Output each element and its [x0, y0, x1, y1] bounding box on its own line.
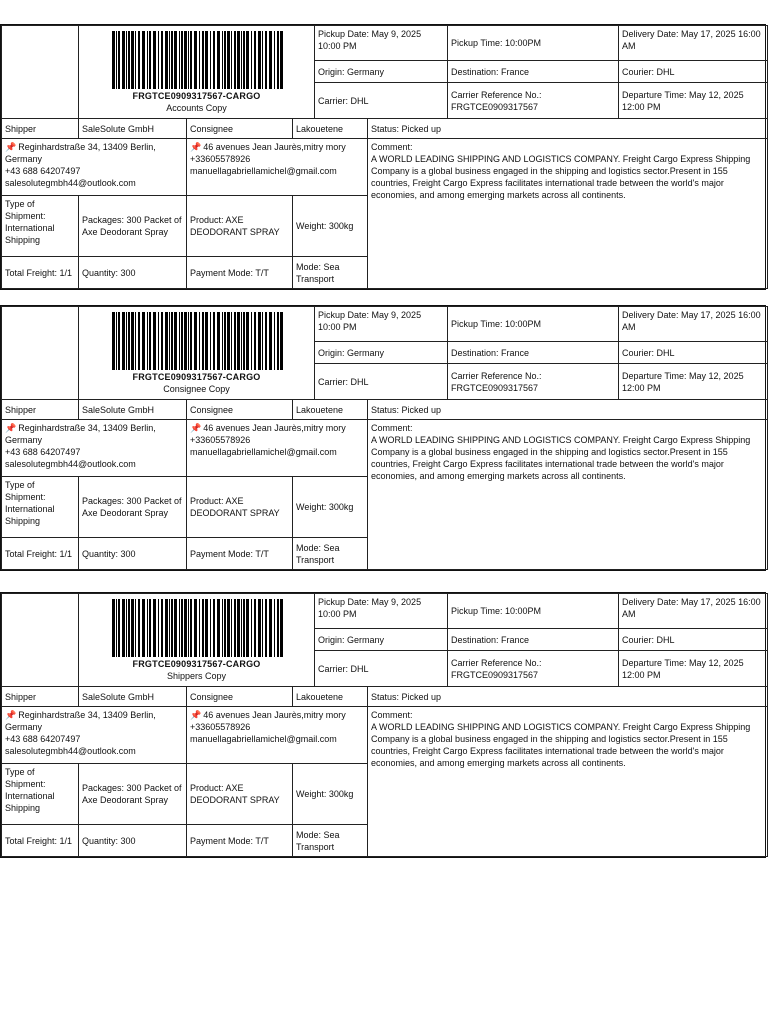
shipper-email: salesolutegmbh44@outlook.com [5, 178, 136, 188]
weight: Weight: 300kg [293, 477, 368, 538]
barcode-bar [224, 312, 226, 370]
comment-block [368, 139, 768, 289]
shipper-phone: +43 688 64207497 [5, 734, 81, 744]
barcode-bar [217, 312, 220, 370]
barcode-bar [269, 312, 272, 370]
barcode-block [79, 307, 315, 400]
barcode-bar [116, 31, 117, 89]
barcode-bar [135, 312, 136, 370]
barcode-bar [243, 31, 245, 89]
barcode-bar [135, 31, 136, 89]
courier: Courier: DHL [619, 342, 768, 364]
pushpin-icon: 📌 [5, 710, 17, 720]
status: Status: Picked up [368, 119, 768, 139]
transport-mode: Mode: Sea Transport [293, 538, 368, 570]
barcode-bar [241, 599, 242, 657]
product: Product: AXE DEODORANT SPRAY [187, 196, 293, 257]
barcode-bar [142, 312, 145, 370]
barcode-bar [199, 31, 200, 89]
consignee-address: 46 avenues Jean Jaurès,mitry mory [203, 423, 346, 433]
carrier: Carrier: DHL [315, 651, 448, 687]
barcode-bar [158, 312, 159, 370]
carrier: Carrier: DHL [315, 83, 448, 119]
barcode-bar [269, 599, 272, 657]
shipper-address: Reginhardstraße 34, 13409 Berlin, Germany [5, 142, 156, 164]
barcode-bar [202, 312, 204, 370]
barcode-bar [227, 312, 230, 370]
barcode-bar [142, 599, 145, 657]
barcode-bar [222, 599, 223, 657]
consignee-address: 46 avenues Jean Jaurès,mitry mory [203, 710, 346, 720]
barcode-bar [277, 31, 279, 89]
barcode-bar [231, 31, 232, 89]
barcode-bar [213, 599, 215, 657]
transport-mode: Mode: Sea Transport [293, 257, 368, 289]
barcode-bar [234, 312, 236, 370]
waybill-table [1, 593, 768, 857]
shipper-email: salesolutegmbh44@outlook.com [5, 746, 136, 756]
quantity: Quantity: 300 [79, 825, 187, 857]
barcode-bar [131, 312, 134, 370]
comment-label: Comment: [371, 710, 413, 720]
barcode-bar [169, 312, 170, 370]
barcode-graphic [110, 599, 284, 657]
pushpin-icon: 📌 [190, 142, 202, 152]
barcode-bar [118, 31, 120, 89]
barcode-number: FRGTCE0909317567-CARGO [132, 371, 261, 382]
barcode-bar [169, 31, 170, 89]
blank-header-cell [2, 594, 79, 687]
barcode-bar [184, 312, 187, 370]
barcode-bar [184, 31, 187, 89]
barcode-bar [231, 312, 232, 370]
comment-block [368, 707, 768, 857]
departure-time: Departure Time: May 12, 2025 12:00 PM [619, 364, 768, 400]
barcode-bar [161, 312, 163, 370]
barcode-bar [147, 599, 148, 657]
barcode-bar [234, 599, 236, 657]
barcode-bar [265, 599, 267, 657]
consignee-label: Consignee [187, 687, 293, 707]
barcode-bar [205, 31, 208, 89]
type-of-shipment: Type of Shipment: International Shipping [2, 764, 79, 825]
barcode-bar [280, 599, 283, 657]
shipper-name: SaleSolute GmbH [79, 400, 187, 420]
copy-label: Shippers Copy [166, 670, 227, 681]
barcode-bar [116, 599, 117, 657]
barcode-bar [217, 599, 220, 657]
courier: Courier: DHL [619, 629, 768, 651]
barcode-bar [122, 599, 125, 657]
transport-mode: Mode: Sea Transport [293, 825, 368, 857]
shipper-label: Shipper [2, 400, 79, 420]
barcode-bar [202, 31, 204, 89]
status: Status: Picked up [368, 687, 768, 707]
product: Product: AXE DEODORANT SPRAY [187, 477, 293, 538]
pickup-time: Pickup Time: 10:00PM [448, 26, 619, 61]
courier: Courier: DHL [619, 61, 768, 83]
barcode-bar [194, 599, 197, 657]
quantity: Quantity: 300 [79, 257, 187, 289]
barcode-bar [179, 312, 180, 370]
pushpin-icon: 📌 [5, 142, 17, 152]
consignee-name: Lakouetene [293, 119, 368, 139]
origin: Origin: Germany [315, 629, 448, 651]
barcode-bar [243, 312, 245, 370]
barcode-bar [254, 31, 256, 89]
barcode-bar [262, 599, 263, 657]
barcode-bar [171, 31, 173, 89]
barcode-bar [224, 31, 226, 89]
blank-header-cell [2, 26, 79, 119]
barcode-bar [128, 599, 130, 657]
barcode-bar [153, 31, 156, 89]
pushpin-icon: 📌 [190, 710, 202, 720]
barcode-bar [149, 31, 151, 89]
waybill-copy-accounts [0, 24, 766, 290]
barcode-bar [234, 31, 236, 89]
carrier-reference: Carrier Reference No.: FRGTCE0909317567 [448, 364, 619, 400]
pickup-date: Pickup Date: May 9, 2025 10:00 PM [315, 307, 448, 342]
barcode-bar [184, 599, 187, 657]
barcode-bar [194, 31, 197, 89]
barcode-bar [241, 312, 242, 370]
barcode-bar [153, 312, 156, 370]
pushpin-icon: 📌 [190, 423, 202, 433]
barcode-bar [181, 312, 183, 370]
packages: Packages: 300 Packet of Axe Deodorant Spray [79, 477, 187, 538]
barcode-bar [222, 312, 223, 370]
waybill-table [1, 306, 768, 570]
barcode-bar [122, 31, 125, 89]
barcode-bar [179, 599, 180, 657]
barcode-bar [158, 31, 159, 89]
barcode-bar [217, 31, 220, 89]
destination: Destination: France [448, 342, 619, 364]
barcode-bar [171, 599, 173, 657]
barcode-bar [227, 31, 230, 89]
consignee-details [187, 139, 368, 196]
barcode-bar [147, 312, 148, 370]
barcode-graphic [110, 312, 284, 370]
barcode-bar [246, 312, 249, 370]
comment-label: Comment: [371, 423, 413, 433]
total-freight: Total Freight: 1/1 [2, 257, 79, 289]
origin: Origin: Germany [315, 61, 448, 83]
barcode-bar [274, 312, 275, 370]
barcode-bar [237, 31, 240, 89]
delivery-date: Delivery Date: May 17, 2025 16:00 AM [619, 26, 768, 61]
consignee-email: manuellagabriellamichel@gmail.com [190, 166, 337, 176]
barcode-bar [202, 599, 204, 657]
barcode-bar [190, 31, 192, 89]
type-of-shipment: Type of Shipment: International Shipping [2, 477, 79, 538]
barcode-bar [258, 31, 261, 89]
barcode-bar [199, 312, 200, 370]
barcode-bar [161, 31, 163, 89]
pickup-time: Pickup Time: 10:00PM [448, 594, 619, 629]
barcode-bar [205, 312, 208, 370]
consignee-name: Lakouetene [293, 687, 368, 707]
barcode-bar [224, 599, 226, 657]
barcode-bar [142, 31, 145, 89]
barcode-bar [277, 599, 279, 657]
barcode-number: FRGTCE0909317567-CARGO [132, 90, 261, 101]
type-of-shipment: Type of Shipment: International Shipping [2, 196, 79, 257]
barcode-bar [258, 312, 261, 370]
barcode-bar [158, 599, 159, 657]
barcode-bar [213, 31, 215, 89]
departure-time: Departure Time: May 12, 2025 12:00 PM [619, 83, 768, 119]
delivery-date: Delivery Date: May 17, 2025 16:00 AM [619, 307, 768, 342]
barcode-graphic [110, 31, 284, 89]
barcode-bar [262, 31, 263, 89]
consignee-details [187, 420, 368, 477]
shipper-details [2, 139, 187, 196]
barcode-bar [165, 31, 168, 89]
payment-mode: Payment Mode: T/T [187, 538, 293, 570]
blank-header-cell [2, 307, 79, 400]
barcode-bar [227, 599, 230, 657]
carrier-reference: Carrier Reference No.: FRGTCE0909317567 [448, 83, 619, 119]
comment-text: A WORLD LEADING SHIPPING AND LOGISTICS COMPANY. Freight Cargo Express Shipping Company is a global business engaged in the shipping and logistics sector.Present in 155 countries, Freight Cargo Express facilitates international trade between the world's major economies, and among emerging markets across all continents. [371, 435, 751, 481]
packages: Packages: 300 Packet of Axe Deodorant Spray [79, 196, 187, 257]
barcode-bar [274, 599, 275, 657]
weight: Weight: 300kg [293, 196, 368, 257]
barcode-bar [171, 312, 173, 370]
shipper-name: SaleSolute GmbH [79, 119, 187, 139]
barcode-bar [169, 599, 170, 657]
barcode-bar [112, 599, 115, 657]
barcode-bar [274, 31, 275, 89]
barcode-block [79, 26, 315, 119]
barcode-bar [258, 599, 261, 657]
barcode-bar [246, 31, 249, 89]
consignee-phone: +33605578926 [190, 435, 251, 445]
copy-label: Accounts Copy [166, 102, 227, 113]
barcode-bar [246, 599, 249, 657]
barcode-bar [188, 312, 189, 370]
consignee-name: Lakouetene [293, 400, 368, 420]
barcode-bar [118, 599, 120, 657]
pickup-time: Pickup Time: 10:00PM [448, 307, 619, 342]
barcode-bar [112, 31, 115, 89]
barcode-bar [210, 312, 211, 370]
carrier-reference: Carrier Reference No.: FRGTCE0909317567 [448, 651, 619, 687]
barcode-bar [237, 599, 240, 657]
total-freight: Total Freight: 1/1 [2, 538, 79, 570]
comment-label: Comment: [371, 142, 413, 152]
barcode-bar [190, 599, 192, 657]
barcode-bar [262, 312, 263, 370]
payment-mode: Payment Mode: T/T [187, 257, 293, 289]
consignee-label: Consignee [187, 119, 293, 139]
consignee-phone: +33605578926 [190, 722, 251, 732]
shipper-label: Shipper [2, 687, 79, 707]
barcode-bar [231, 599, 232, 657]
pickup-date: Pickup Date: May 9, 2025 10:00 PM [315, 594, 448, 629]
barcode-bar [269, 31, 272, 89]
total-freight: Total Freight: 1/1 [2, 825, 79, 857]
carrier: Carrier: DHL [315, 364, 448, 400]
waybill-copy-shippers [0, 592, 766, 858]
barcode-bar [190, 312, 192, 370]
barcode-bar [116, 312, 117, 370]
shipper-details [2, 420, 187, 477]
consignee-details [187, 707, 368, 764]
consignee-email: manuellagabriellamichel@gmail.com [190, 447, 337, 457]
packages: Packages: 300 Packet of Axe Deodorant Spray [79, 764, 187, 825]
barcode-bar [147, 31, 148, 89]
shipper-name: SaleSolute GmbH [79, 687, 187, 707]
barcode-block [79, 594, 315, 687]
shipper-phone: +43 688 64207497 [5, 447, 81, 457]
status: Status: Picked up [368, 400, 768, 420]
shipper-phone: +43 688 64207497 [5, 166, 81, 176]
barcode-bar [118, 312, 120, 370]
barcode-bar [210, 599, 211, 657]
copy-label: Consignee Copy [163, 383, 230, 394]
barcode-bar [131, 599, 134, 657]
barcode-bar [243, 599, 245, 657]
barcode-bar [149, 312, 151, 370]
waybill-copy-consignee [0, 305, 766, 571]
shipper-email: salesolutegmbh44@outlook.com [5, 459, 136, 469]
barcode-bar [174, 599, 177, 657]
barcode-bar [222, 31, 223, 89]
consignee-phone: +33605578926 [190, 154, 251, 164]
barcode-bar [188, 599, 189, 657]
barcode-bar [254, 312, 256, 370]
origin: Origin: Germany [315, 342, 448, 364]
barcode-bar [138, 599, 140, 657]
consignee-email: manuellagabriellamichel@gmail.com [190, 734, 337, 744]
pickup-date: Pickup Date: May 9, 2025 10:00 PM [315, 26, 448, 61]
waybill-table [1, 25, 768, 289]
barcode-bar [165, 312, 168, 370]
destination: Destination: France [448, 61, 619, 83]
comment-block [368, 420, 768, 570]
barcode-bar [181, 31, 183, 89]
barcode-bar [280, 31, 283, 89]
barcode-bar [174, 31, 177, 89]
barcode-bar [213, 312, 215, 370]
barcode-bar [194, 312, 197, 370]
barcode-bar [112, 312, 115, 370]
barcode-bar [241, 31, 242, 89]
barcode-bar [126, 31, 127, 89]
barcode-bar [237, 312, 240, 370]
barcode-bar [265, 312, 267, 370]
barcode-bar [251, 599, 252, 657]
barcode-bar [174, 312, 177, 370]
barcode-bar [265, 31, 267, 89]
barcode-bar [199, 599, 200, 657]
barcode-bar [138, 31, 140, 89]
weight: Weight: 300kg [293, 764, 368, 825]
product: Product: AXE DEODORANT SPRAY [187, 764, 293, 825]
shipper-label: Shipper [2, 119, 79, 139]
barcode-bar [251, 312, 252, 370]
barcode-bar [126, 312, 127, 370]
shipper-details [2, 707, 187, 764]
departure-time: Departure Time: May 12, 2025 12:00 PM [619, 651, 768, 687]
barcode-bar [254, 599, 256, 657]
barcode-bar [135, 599, 136, 657]
barcode-bar [161, 599, 163, 657]
barcode-bar [251, 31, 252, 89]
consignee-label: Consignee [187, 400, 293, 420]
comment-text: A WORLD LEADING SHIPPING AND LOGISTICS COMPANY. Freight Cargo Express Shipping Company is a global business engaged in the shipping and logistics sector.Present in 155 countries, Freight Cargo Express facilitates international trade between the world's major economies, and among emerging markets across all continents. [371, 154, 751, 200]
barcode-bar [210, 31, 211, 89]
pushpin-icon: 📌 [5, 423, 17, 433]
barcode-bar [277, 312, 279, 370]
barcode-bar [165, 599, 168, 657]
barcode-bar [149, 599, 151, 657]
comment-text: A WORLD LEADING SHIPPING AND LOGISTICS COMPANY. Freight Cargo Express Shipping Company is a global business engaged in the shipping and logistics sector.Present in 155 countries, Freight Cargo Express facilitates international trade between the world's major economies, and among emerging markets across all continents. [371, 722, 751, 768]
consignee-address: 46 avenues Jean Jaurès,mitry mory [203, 142, 346, 152]
barcode-bar [128, 31, 130, 89]
delivery-date: Delivery Date: May 17, 2025 16:00 AM [619, 594, 768, 629]
barcode-bar [188, 31, 189, 89]
shipper-address: Reginhardstraße 34, 13409 Berlin, Germany [5, 710, 156, 732]
barcode-bar [131, 31, 134, 89]
barcode-bar [205, 599, 208, 657]
barcode-bar [153, 599, 156, 657]
shipper-address: Reginhardstraße 34, 13409 Berlin, Germany [5, 423, 156, 445]
barcode-bar [126, 599, 127, 657]
barcode-number: FRGTCE0909317567-CARGO [132, 658, 261, 669]
barcode-bar [128, 312, 130, 370]
barcode-bar [280, 312, 283, 370]
barcode-bar [179, 31, 180, 89]
quantity: Quantity: 300 [79, 538, 187, 570]
barcode-bar [122, 312, 125, 370]
destination: Destination: France [448, 629, 619, 651]
barcode-bar [138, 312, 140, 370]
payment-mode: Payment Mode: T/T [187, 825, 293, 857]
barcode-bar [181, 599, 183, 657]
